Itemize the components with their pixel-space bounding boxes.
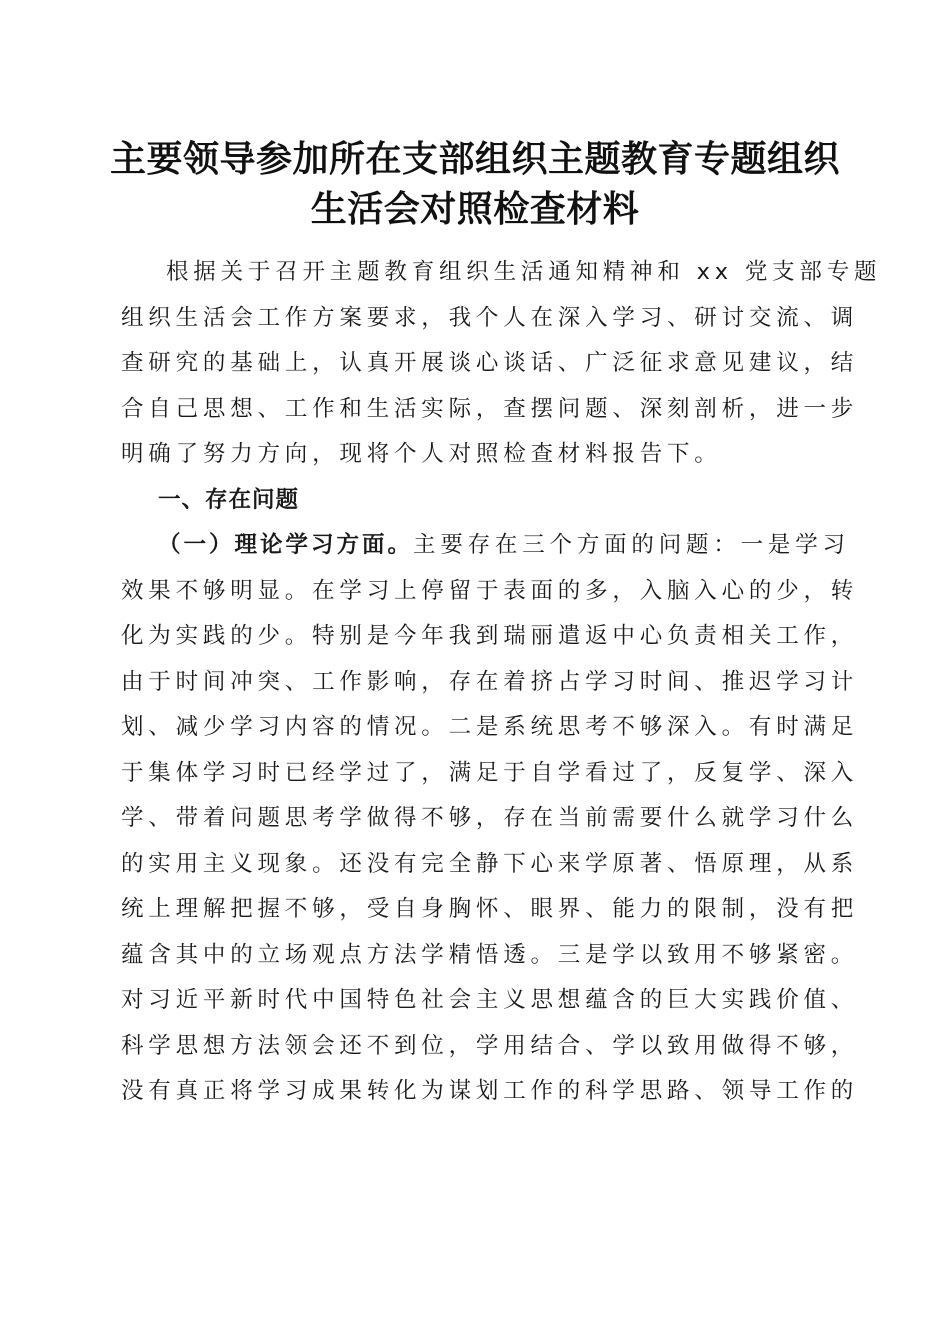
intro-line: 查研究的基础上，认真开展谈心谈话、广泛征求意见建议，结 [121, 350, 859, 376]
paragraph-line: 化为实践的少。特别是今年我到瑞丽遣返中心负责相关工作， [121, 623, 859, 649]
intro-paragraph [121, 250, 882, 478]
document-body [121, 250, 882, 1115]
paragraph-line: 学、带着问题思考学做得不够，存在当前需要什么就学习什么 [121, 805, 859, 831]
paragraph-line: 对习近平新时代中国特色社会主义思想蕴含的巨大实践价值、 [121, 987, 859, 1013]
intro-line: 组织生活会工作方案要求，我个人在深入学习、研讨交流、调 [121, 304, 859, 331]
paragraph-line: 蕴含其中的立场观点方法学精悟透。三是学以致用不够紧密。 [121, 941, 859, 968]
theory-study-paragraph [121, 523, 859, 1115]
intro-line: 根据关于召开主题教育组织生活通知精神和 xx 党支部专题 [166, 259, 882, 285]
intro-line: 合自己思想、工作和生活实际，查摆问题、深刻剖析，进一步 [121, 395, 859, 422]
paragraph-line: 划、减少学习内容的情况。二是系统思考不够深入。有时满足 [121, 714, 859, 740]
document-title-line-1: 主要领导参加所在支部组织主题教育专题组织 [109, 138, 840, 180]
paragraph-text: 主要存在三个方面的问题：一是学习 [413, 532, 850, 558]
paragraph-first-line [121, 523, 850, 569]
document-title-line-2: 生活会对照检查材料 [310, 188, 640, 230]
intro-line: 明确了努力方向，现将个人对照检查材料报告下。 [121, 441, 722, 467]
paragraph-line: 统上理解把握不够，受自身胸怀、眼界、能力的限制，没有把 [121, 896, 859, 922]
paragraph-line: 科学思想方法领会还不到位，学用结合、学以致用做得不够， [121, 1032, 859, 1059]
section-heading-problems: 一、存在问题 [158, 486, 300, 513]
paragraph-line: 没有真正将学习成果转化为谋划工作的科学思路、领导工作的 [121, 1078, 859, 1104]
document-title [100, 134, 850, 234]
paragraph-line: 效果不够明显。在学习上停留于表面的多，入脑入心的少，转 [121, 577, 859, 604]
paragraph-line: 由于时间冲突、工作影响，存在着挤占学习时间、推迟学习计 [121, 668, 859, 695]
subsection-heading-theory-study: （一）理论学习方面。 [158, 532, 414, 558]
paragraph-line: 的实用主义现象。还没有完全静下心来学原著、悟原理，从系 [121, 850, 859, 877]
paragraph-line: 于集体学习时已经学过了，满足于自学看过了，反复学、深入 [121, 759, 859, 786]
